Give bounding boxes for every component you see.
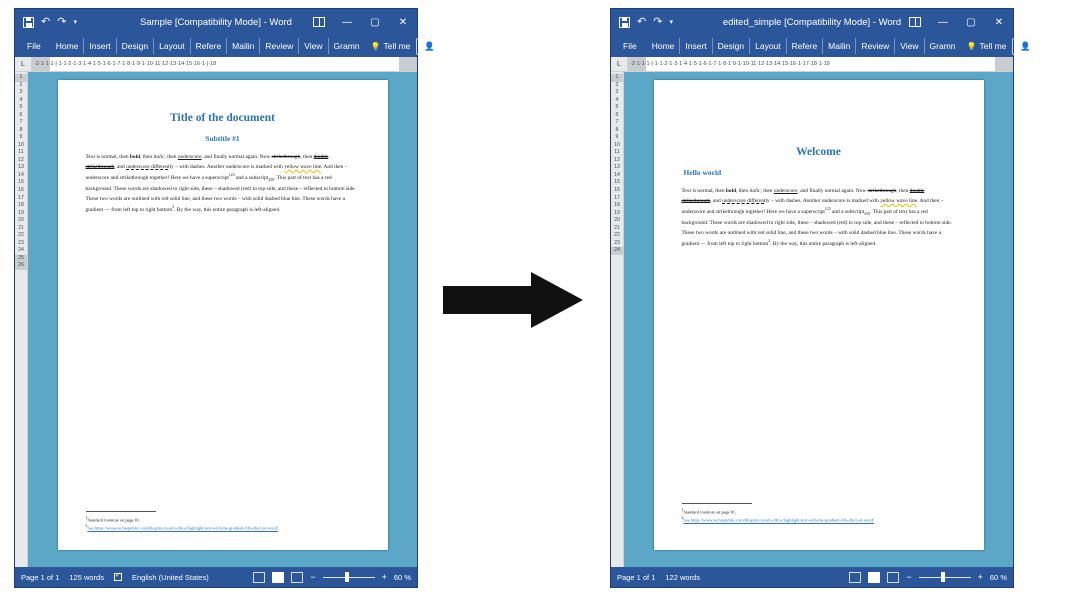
ribbon-display-options-icon[interactable] [901,9,929,35]
read-mode-icon[interactable] [849,572,861,583]
tab-grammarly[interactable]: Gramn [929,41,956,51]
vruler-tick: 6 [615,111,619,118]
status-right-group[interactable] [849,572,1007,583]
vruler-tick: 8 [615,126,619,133]
text-run: , and [710,198,723,204]
text-run-italic: italic [749,188,761,194]
vruler-tick: 12 [18,156,24,163]
maximize-button[interactable]: ▢ [966,16,976,28]
vruler-tick: 18 [18,202,24,209]
vruler-tick: 19 [614,209,620,216]
zoom-level[interactable]: 60 % [989,572,1007,582]
word-count[interactable]: 122 words [665,572,700,582]
tab-review[interactable]: Review [260,38,299,54]
tab-mailings[interactable]: Mailin [227,38,260,54]
text-run-subscript: 456 [864,211,870,216]
footnote-link[interactable]: See https://www.techrepublic.com/blog/microsoft-office/highlight-text-with-the-gradient-fill-effect-in-word/ [683,517,875,523]
tab-mailings[interactable]: Mailin [823,38,856,54]
spell-check-icon[interactable] [114,573,122,581]
text-run-bold: bold [725,188,737,194]
body-paragraph-left[interactable] [86,152,360,215]
footnote-item [682,507,956,516]
tab-layout[interactable]: Layout [154,38,191,54]
page-subtitle-right: Hello world [683,168,722,177]
window-title-right: edited_simple [Compatibility Mode] - Word [722,16,902,28]
vruler-tick: 1 [611,74,623,82]
page-indicator[interactable]: Page 1 of 1 [617,572,656,582]
save-icon[interactable] [619,17,630,28]
text-run-italic: italic [153,154,165,160]
text-run-effects: . This part of text has a red background. These words are shadowed to right side, these – shadowed (red) to top side, and these – reflected to bottom side. These two words are outlined with red solid line, and these two words – with solid dashed blue line. These words have a gradient — from left top to right bottom [85,174,356,213]
share-button[interactable] [416,38,468,55]
text-run: , then [760,188,774,194]
footnote-item [86,515,360,524]
vruler-tick: 18 [614,202,620,209]
vruler-tick: 11 [614,149,620,156]
text-run: , and finally normal again. Now [201,154,272,160]
title-bar-right [611,9,1013,35]
text-run: , then [736,188,750,194]
tab-review[interactable]: Review [856,38,895,54]
vruler-tick: 19 [18,209,24,216]
document-page-left[interactable] [58,80,388,550]
web-layout-icon[interactable] [291,572,303,583]
vertical-ruler-left [15,72,28,567]
print-layout-icon[interactable] [868,572,880,583]
footnote-text: Standard footnote on page #1. [87,517,141,523]
text-run: Text is normal, then [85,154,130,160]
page-title-right: Welcome [796,146,841,158]
tab-home[interactable]: Home [647,38,681,54]
text-run-superscript: 123 [824,207,831,211]
vruler-tick: 16 [18,186,24,193]
vruler-tick: 5 [19,104,23,111]
document-canvas-right[interactable] [624,72,1013,567]
text-run: . By the way, this entire paragraph is left-aligned. [174,206,281,213]
footnote-separator [682,503,752,504]
ribbon-tabs-right[interactable] [611,35,1057,57]
text-run-strike: strikethrough [867,188,897,194]
text-run: , then [300,154,314,160]
text-run-underline: underscore [773,188,798,194]
zoom-in-button[interactable]: + [381,571,387,582]
vruler-tick: 14 [18,171,24,178]
text-run-effects: . This part of text has a red background. These words are shadowed to right side, these – shadowed (red) to top side, and these – reflected to bottom side. These two words are outlined with red solid line, and these two words – with solid dashed blue line. These words have a gradient — from left top to right bottom [681,208,952,247]
vruler-tick: 20 [18,217,24,224]
page-title-left: Title of the document [170,112,275,124]
vruler-tick: 21 [18,224,24,231]
title-bar-left [15,9,417,35]
vruler-tick: 15 [614,179,620,186]
footnote-mark: 1 [85,515,88,520]
vruler-tick: 5 [615,104,619,111]
footnote-separator [86,511,156,512]
vruler-tick: 10 [614,141,620,148]
body-paragraph-right[interactable] [682,186,956,249]
status-bar-right [611,567,1013,587]
vruler-tick: 4 [19,96,23,103]
language-indicator[interactable]: English (United States) [131,572,209,582]
text-run-bold: bold [129,154,141,160]
share-button[interactable] [1012,38,1064,55]
chevron-down-icon[interactable]: ▾ [73,18,77,26]
page-subtitle-left: Subtitle #1 [205,134,240,143]
text-run-superscript: 123 [228,173,235,177]
transition-arrow [443,272,583,328]
text-run-double-strike: double strikethrough [681,188,925,204]
work-area-left [15,57,417,567]
share-label: Share [1034,41,1057,51]
horizontal-ruler-scale-right: ·2·1·1·1·|·1·1·2·1·3·1·4·1·5·1·6·1·7·1·8·1·9·1·10·11·12·13·14·15·16·1·17·18·1·19 [628,57,1013,71]
save-icon[interactable] [23,17,34,28]
document-canvas-left[interactable] [28,72,417,567]
text-run: . And then – underscore and strikethrough together! Here we have a superscript [85,164,348,181]
vruler-tick: 7 [19,119,23,126]
text-run: – with dashes. Another underscore is marked with [769,198,881,204]
tab-grammarly[interactable]: Gramn [333,41,360,51]
horizontal-ruler-right[interactable] [611,57,1013,72]
zoom-level[interactable]: 60 % [393,572,411,582]
text-run-subscript: 456 [268,177,274,182]
tell-me-box[interactable] [365,38,417,54]
text-run: , then [164,154,178,160]
tab-layout[interactable]: Layout [750,38,787,54]
tell-me-box[interactable] [961,38,1013,54]
maximize-button[interactable]: ▢ [370,16,380,28]
minimize-button[interactable]: — [938,16,948,28]
text-run-wavy: yellow wave line [284,164,322,170]
vruler-tick: 17 [18,194,24,201]
word-window-after [610,8,1057,588]
vruler-tick: 2 [615,81,619,88]
vertical-ruler-right [611,72,624,567]
tab-design[interactable]: Design [713,38,750,54]
zoom-slider[interactable] [323,572,375,582]
ribbon-display-options-icon[interactable] [305,9,333,35]
zoom-out-button[interactable]: − [906,571,912,582]
web-layout-icon[interactable] [887,572,899,583]
vruler-tick: 23 [18,239,24,246]
text-run: , then [140,154,154,160]
word-window-before [14,8,461,588]
footnote-reference[interactable]: 2 [768,238,771,243]
person-icon: 👤 [424,40,436,51]
vruler-tick: 4 [615,96,619,103]
text-run-dash-underline: underscore differently [722,198,770,204]
undo-icon[interactable]: ↶ [637,15,647,28]
tab-view[interactable]: View [299,38,328,54]
chevron-down-icon[interactable]: ▾ [669,18,673,26]
print-layout-icon[interactable] [272,572,284,583]
vruler-tick: 3 [615,89,619,96]
vruler-tick: 7 [615,119,619,126]
tab-insert[interactable]: Insert [84,38,116,54]
text-run: , then [896,188,910,194]
vruler-tick: 10 [18,141,24,148]
quick-access-toolbar-left[interactable] [15,17,77,28]
vruler-tick: 9 [19,134,23,141]
vruler-tick: 15 [18,179,24,186]
text-run-strike: strikethrough [271,154,301,160]
vruler-tick: 26 [15,262,27,270]
vruler-tick: 13 [614,164,620,171]
vruler-tick: 22 [18,232,24,239]
text-run: , and finally normal again. Now [797,188,868,194]
vruler-tick: 20 [614,217,620,224]
vruler-tick: 2 [19,81,23,88]
footnote-mark: 2 [681,516,684,521]
window-controls-right[interactable] [901,9,1013,35]
vruler-tick: 9 [615,134,619,141]
work-area-right [611,57,1013,567]
footnote-mark: 2 [85,524,88,529]
document-page-right[interactable] [654,80,984,550]
zoom-out-button[interactable]: − [310,571,316,582]
page-indicator[interactable]: Page 1 of 1 [21,572,60,582]
vruler-tick: 25 [15,255,27,263]
lightbulb-icon: 💡 [370,41,381,51]
tab-home[interactable]: Home [51,38,85,54]
close-button[interactable]: ✕ [994,16,1004,28]
share-label: Share [438,41,461,51]
footnote-text: Standard footnote on page #1. [683,509,737,515]
text-run: and a subscript [234,174,269,181]
text-run-wavy: yellow wave line [880,198,918,204]
quick-access-toolbar-right[interactable] [611,17,673,28]
read-mode-icon[interactable] [253,572,265,583]
vruler-tick: 22 [614,232,620,239]
text-run: . And then – underscore and strikethrough together! Here we have a superscript [681,198,944,215]
minimize-button[interactable]: — [342,16,352,28]
footnote-link[interactable]: See https://www.techrepublic.com/blog/microsoft-office/highlight-text-with-the-gradient-fill-effect-in-word/ [87,525,279,531]
horizontal-ruler-scale-left: ·2·1·1·1·|·1·1·2·1·3·1·4·1·5·1·6·1·7·1·8·1·9·1·10·11·12·13·14·15·16·1·|·18 [32,57,417,71]
editor-row-left [15,72,417,567]
tab-insert[interactable]: Insert [680,38,712,54]
window-controls-left[interactable] [305,9,417,35]
tab-references[interactable]: Refere [787,38,824,54]
tab-view[interactable]: View [895,38,924,54]
close-button[interactable]: ✕ [398,16,408,28]
vruler-tick: 23 [614,239,620,246]
vruler-tick: 12 [614,156,620,163]
window-title-left: Sample [Compatibility Mode] - Word [140,16,292,28]
tell-me-label: Tell me [383,41,411,51]
word-count[interactable]: 125 words [69,572,104,582]
footnote-mark: 1 [681,507,684,512]
text-run: . By the way, this entire paragraph is left-aligned. [770,240,877,247]
redo-icon[interactable]: ↷ [57,15,67,28]
text-run-dash-underline: underscore differently [126,164,174,170]
text-run-underline: underscore [177,154,202,160]
text-run: and a subscript [830,208,865,215]
footnote-item [682,515,956,524]
footnote-item [86,523,360,532]
tell-me-label: Tell me [979,41,1007,51]
vruler-tick: 24 [611,247,623,255]
vruler-tick: 11 [18,149,24,156]
vruler-tick: 8 [19,126,23,133]
lightbulb-icon: 💡 [966,41,977,51]
text-run: , and [114,164,127,170]
footnote-area-left [86,511,360,532]
footnote-reference[interactable]: 2 [172,204,175,209]
status-bar-left [15,567,417,587]
vruler-tick: 1 [15,74,27,82]
horizontal-ruler-left[interactable] [15,57,417,72]
tab-file[interactable]: File [27,41,41,51]
zoom-in-button[interactable]: + [977,571,983,582]
vruler-tick: 14 [614,171,620,178]
text-run: Text is normal, then [681,188,726,194]
tab-design[interactable]: Design [117,38,154,54]
vruler-tick: 16 [614,186,620,193]
vruler-tick: 21 [614,224,620,231]
vruler-tick: 24 [18,247,24,254]
text-run-double-strike: double strikethrough [85,154,329,170]
vruler-tick: 3 [19,89,23,96]
undo-icon[interactable]: ↶ [41,15,51,28]
person-icon: 👤 [1020,40,1032,51]
zoom-slider[interactable] [919,572,971,582]
tab-file[interactable]: File [623,41,637,51]
tab-selector-right[interactable]: L [611,57,628,71]
status-right-group[interactable] [253,572,411,583]
ribbon-tabs-left[interactable] [15,35,461,57]
redo-icon[interactable]: ↷ [653,15,663,28]
editor-row-right [611,72,1013,567]
tab-selector-left[interactable]: L [15,57,32,71]
text-run: – with dashes. Another underscore is marked with [173,164,285,170]
tab-references[interactable]: Refere [191,38,228,54]
vruler-tick: 13 [18,164,24,171]
footnote-area-right [682,503,956,524]
vruler-tick: 6 [19,111,23,118]
vruler-tick: 17 [614,194,620,201]
